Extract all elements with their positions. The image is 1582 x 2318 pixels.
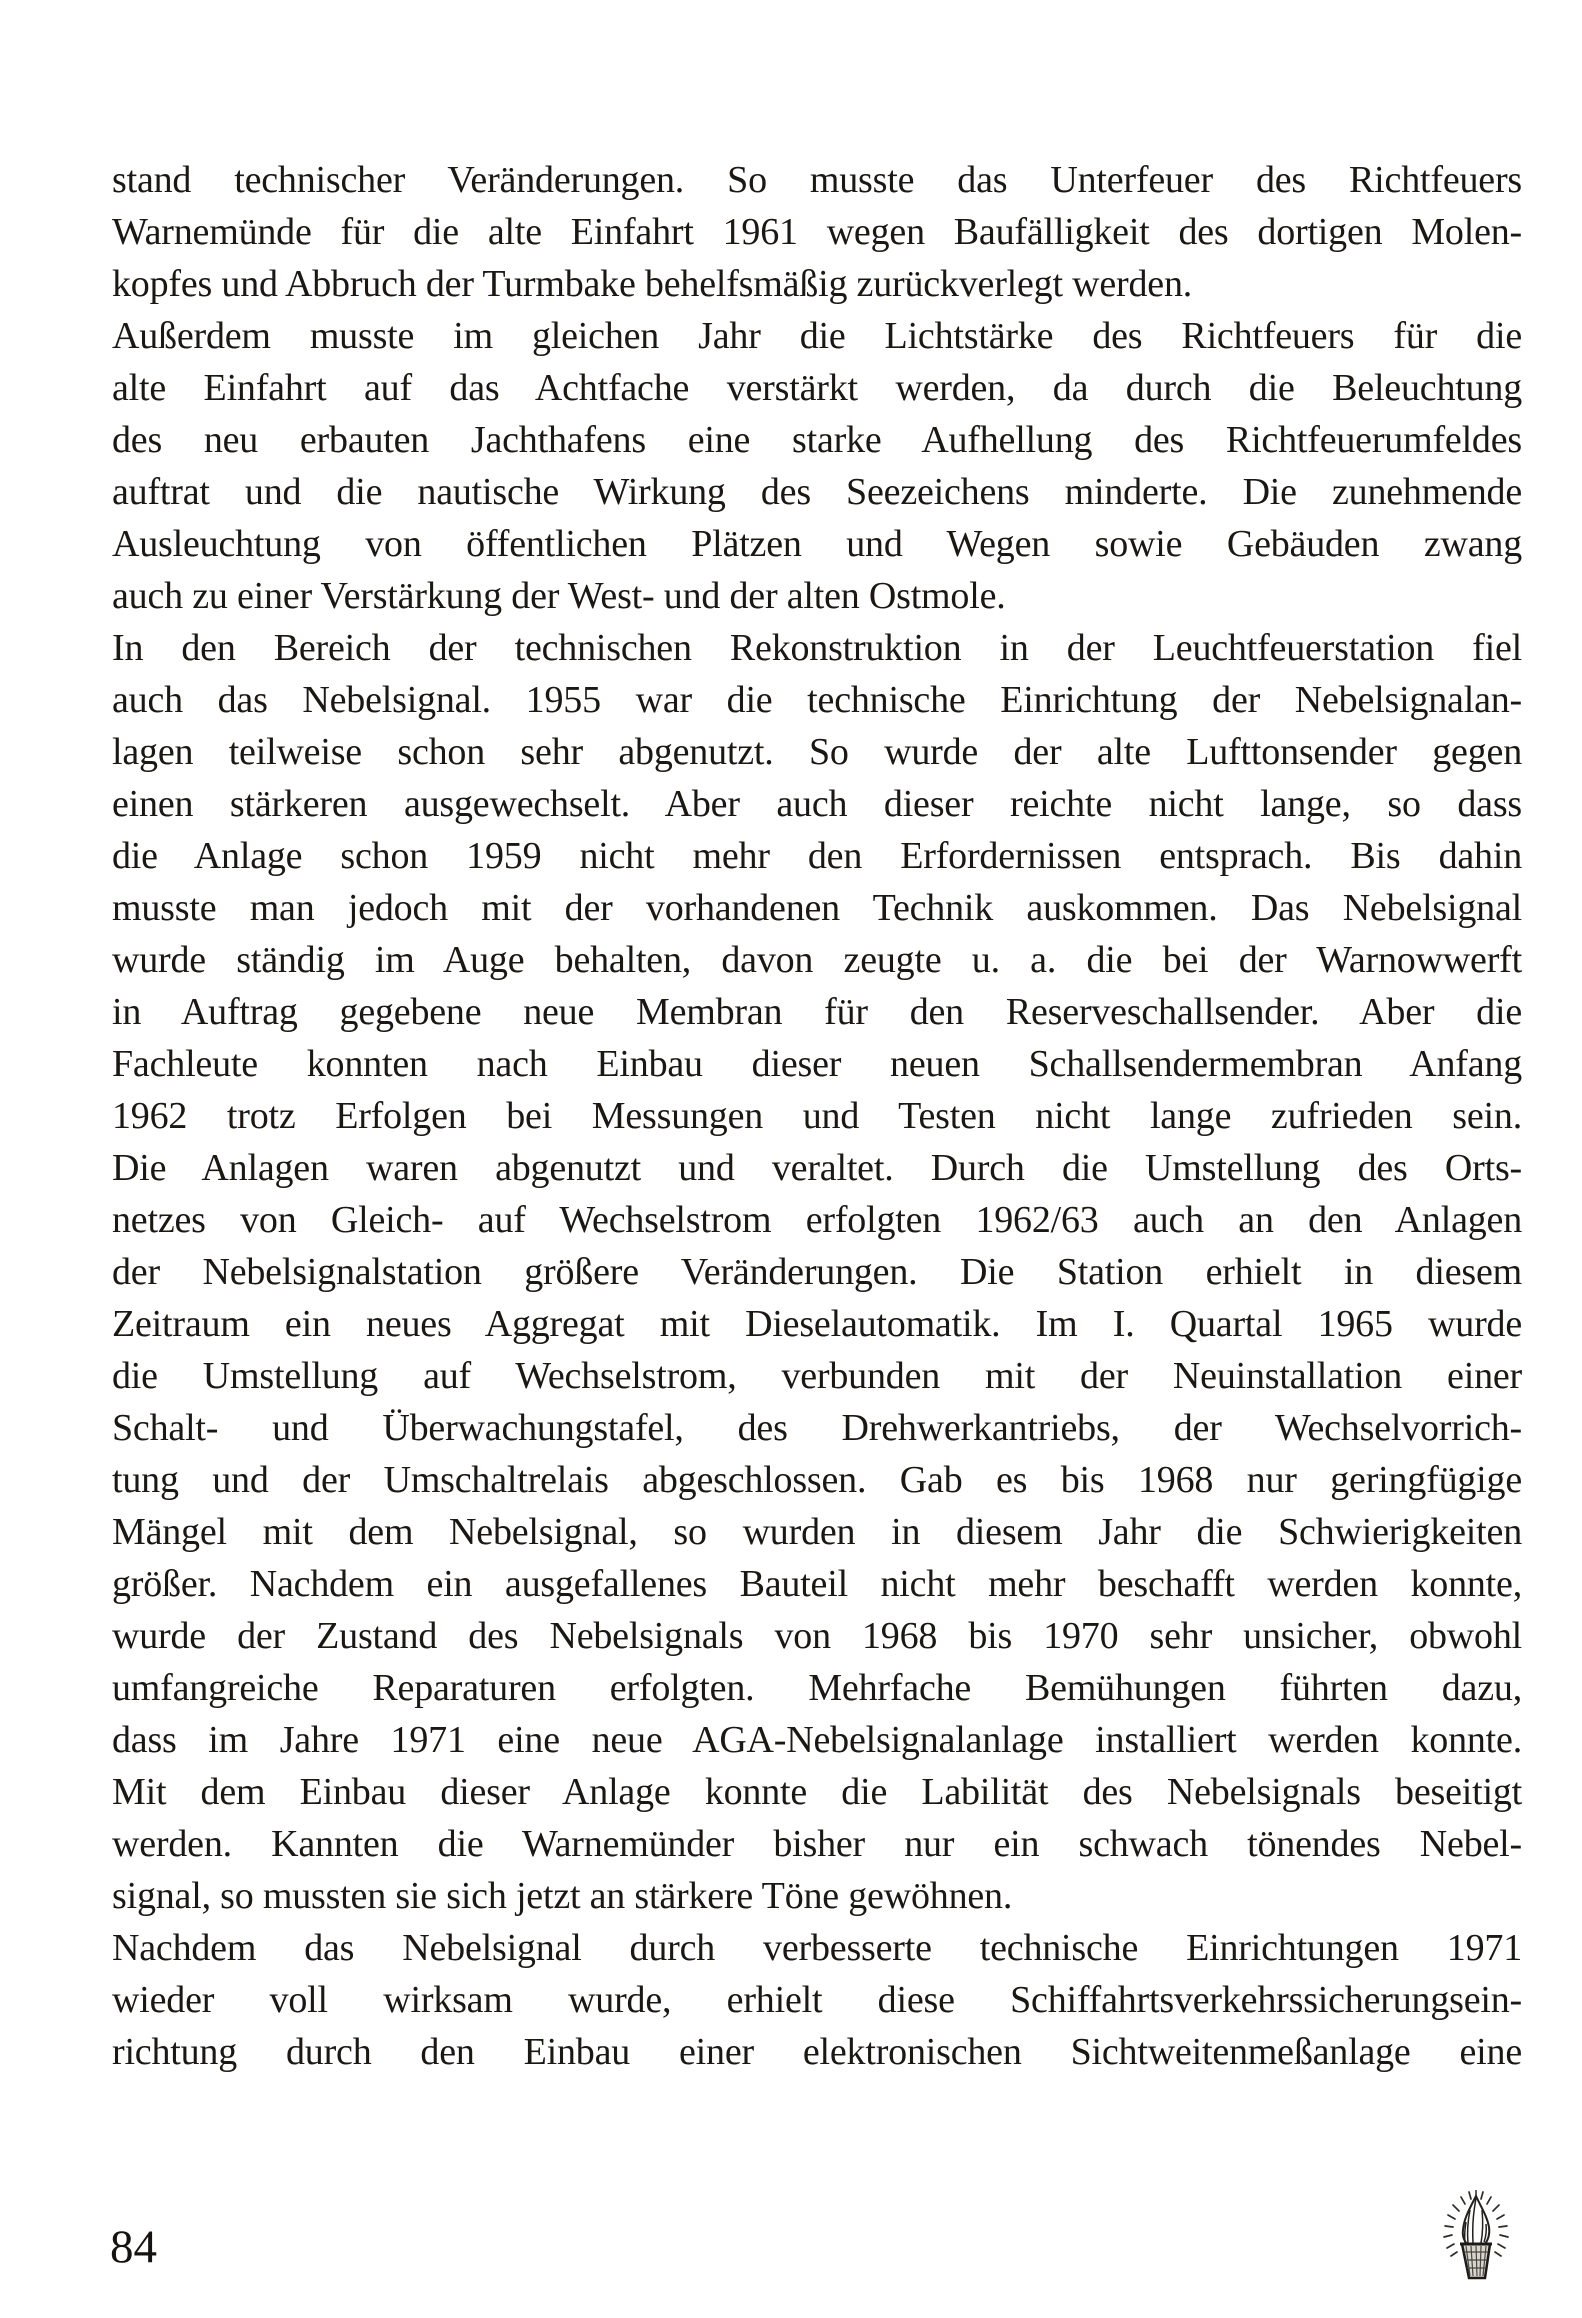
text-line: richtung durch den Einbau einer elektronischen Sichtweitenmeßanlage eine: [112, 2031, 1522, 2073]
text-line: Schalt- und Überwachungstafel, des Drehwerkantriebs, der Wechselvorrich-: [112, 1407, 1522, 1449]
text-line: dass im Jahre 1971 eine neue AGA-Nebelsignalanlage installiert werden konnte.: [112, 1719, 1522, 1761]
text-line: die Umstellung auf Wechselstrom, verbunden mit der Neuinstallation einer: [112, 1355, 1522, 1397]
text-line: größer. Nachdem ein ausgefallenes Bauteil nicht mehr beschafft werden konnte,: [112, 1563, 1522, 1605]
text-line: umfangreiche Reparaturen erfolgten. Mehrfache Bemühungen führten dazu,: [112, 1667, 1522, 1709]
text-line: Fachleute konnten nach Einbau dieser neuen Schallsendermembran Anfang: [112, 1043, 1522, 1085]
text-line: wurde der Zustand des Nebelsignals von 1968 bis 1970 sehr unsicher, obwohl: [112, 1615, 1522, 1657]
text-line: kopfes und Abbruch der Turmbake behelfsmäßig zurückverlegt werden.: [112, 263, 1193, 305]
text-line: wurde ständig im Auge behalten, davon zeugte u. a. die bei der Warnowwerft: [112, 939, 1522, 981]
text-line: auch das Nebelsignal. 1955 war die technische Einrichtung der Nebelsignalan-: [112, 679, 1522, 721]
text-line: des neu erbauten Jachthafens eine starke Aufhellung des Richtfeuerumfeldes: [112, 419, 1522, 461]
text-line: Mängel mit dem Nebelsignal, so wurden in diesem Jahr die Schwierigkeiten: [112, 1511, 1522, 1553]
text-line: alte Einfahrt auf das Achtfache verstärkt werden, da durch die Beleuchtung: [112, 367, 1522, 409]
text-line: stand technischer Veränderungen. So musste das Unterfeuer des Richtfeuers: [112, 159, 1522, 201]
text-line: Zeitraum ein neues Aggregat mit Dieselautomatik. Im I. Quartal 1965 wurde: [112, 1303, 1522, 1345]
text-line: die Anlage schon 1959 nicht mehr den Erfordernissen entsprach. Bis dahin: [112, 835, 1522, 877]
text-line: Mit dem Einbau dieser Anlage konnte die Labilität des Nebelsignals beseitigt: [112, 1771, 1522, 1813]
text-line: Ausleuchtung von öffentlichen Plätzen und Wegen sowie Gebäuden zwang: [112, 523, 1522, 565]
fire-beacon-emblem-icon: [1437, 2188, 1515, 2284]
text-line: auftrat und die nautische Wirkung des Seezeichens minderte. Die zunehmende: [112, 471, 1522, 513]
text-line: wieder voll wirksam wurde, erhielt diese Schiffahrtsverkehrssicherungsein-: [112, 1979, 1522, 2021]
page-number: 84: [110, 2221, 157, 2273]
text-line: tung und der Umschaltrelais abgeschlossen. Gab es bis 1968 nur geringfügige: [112, 1459, 1522, 1501]
text-line: lagen teilweise schon sehr abgenutzt. So wurde der alte Lufttonsender gegen: [112, 731, 1522, 773]
text-line: signal, so mussten sie sich jetzt an stärkere Töne gewöhnen.: [112, 1875, 1013, 1917]
text-line: Die Anlagen waren abgenutzt und veraltet. Durch die Umstellung des Orts-: [112, 1147, 1522, 1189]
body-text: [112, 154, 1522, 2078]
text-line: in Auftrag gegebene neue Membran für den Reserveschallsender. Aber die: [112, 991, 1522, 1033]
text-line: Außerdem musste im gleichen Jahr die Lichtstärke des Richtfeuers für die: [112, 315, 1522, 357]
text-line: werden. Kannten die Warnemünder bisher nur ein schwach tönendes Nebel-: [112, 1823, 1522, 1865]
text-line: 1962 trotz Erfolgen bei Messungen und Testen nicht lange zufrieden sein.: [112, 1095, 1522, 1137]
text-line: In den Bereich der technischen Rekonstruktion in der Leuchtfeuerstation fiel: [112, 627, 1522, 669]
text-line: der Nebelsignalstation größere Veränderungen. Die Station erhielt in diesem: [112, 1251, 1522, 1293]
text-line: auch zu einer Verstärkung der West- und der alten Ostmole.: [112, 575, 1006, 617]
text-line: Nachdem das Nebelsignal durch verbesserte technische Einrichtungen 1971: [112, 1927, 1522, 1969]
text-line: netzes von Gleich- auf Wechselstrom erfolgten 1962/63 auch an den Anlagen: [112, 1199, 1522, 1241]
text-line: musste man jedoch mit der vorhandenen Technik auskommen. Das Nebelsignal: [112, 887, 1522, 929]
text-line: Warnemünde für die alte Einfahrt 1961 wegen Baufälligkeit des dortigen Molen-: [112, 211, 1522, 253]
text-line: einen stärkeren ausgewechselt. Aber auch dieser reichte nicht lange, so dass: [112, 783, 1522, 825]
